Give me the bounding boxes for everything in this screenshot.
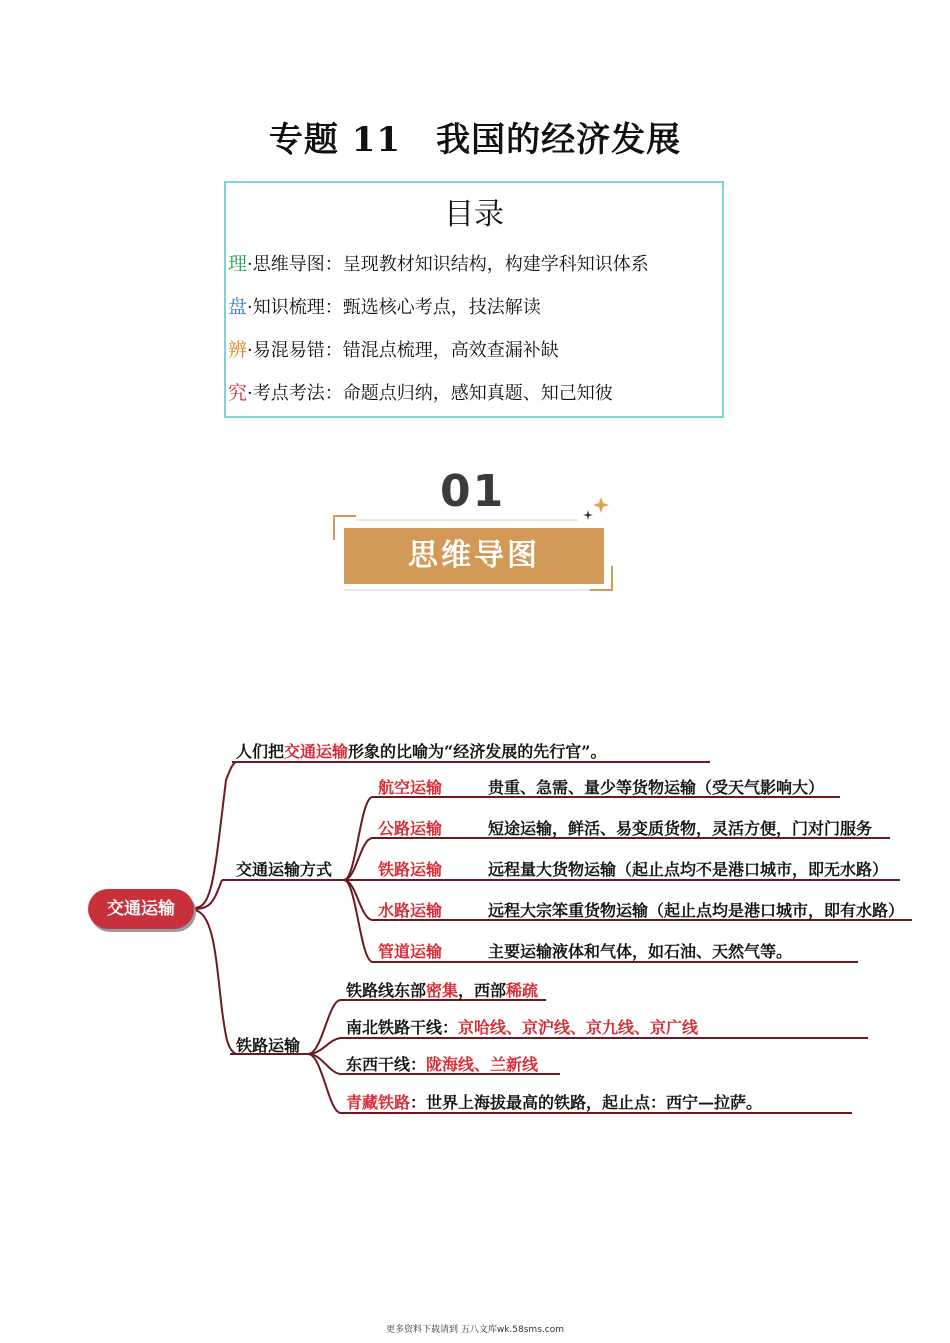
- branch-railway: 铁路运输: [236, 1036, 301, 1055]
- mode-air-desc: 贵重、急需、量少等货物运输（受天气影响大）: [488, 778, 825, 797]
- branch-transport-modes: 交通运输方式: [236, 860, 333, 879]
- toc-key: 理: [228, 253, 248, 275]
- toc-label: ·易混易错：: [247, 340, 343, 361]
- text-highlight: 密集: [426, 981, 459, 1000]
- mode-rail: 铁路运输: [378, 860, 443, 879]
- mindmap-intro: [236, 739, 606, 762]
- intro-highlight: 交通运输: [284, 742, 349, 761]
- text: ：世界上海拔最高的铁路，起止点：西宁—拉萨。: [410, 1093, 763, 1112]
- toc-desc: 呈现教材知识结构，构建学科知识体系: [342, 254, 649, 275]
- intro-post: 形象的比喻为“经济发展的先行官”。: [348, 742, 607, 761]
- mode-water: 水路运输: [378, 901, 443, 920]
- mindmap-root: 交通运输: [88, 889, 194, 929]
- page-title: 专题 11 我国的经济发展: [268, 120, 682, 160]
- toc-heading: 目录: [444, 197, 504, 232]
- footer-note: 更多资料下载请到 五八文库wk.58sms.com: [386, 1325, 564, 1335]
- sparkle-icon: [593, 497, 609, 513]
- toc-key: 究: [228, 382, 248, 404]
- text: 东西干线：: [346, 1055, 427, 1074]
- text: 南北铁路干线：: [346, 1018, 459, 1037]
- mode-water-desc: 远程大宗笨重货物运输（起止点均是港口城市，即有水路）: [488, 901, 905, 920]
- toc-desc: 甄选核心考点，技法解读: [342, 297, 541, 318]
- section-badge: 思维导图: [344, 528, 604, 584]
- text: 铁路线东部: [346, 981, 427, 1000]
- text-highlight: 稀疏: [506, 981, 539, 1000]
- mode-road-desc: 短途运输，鲜活、易变质货物，灵活方便，门对门服务: [488, 819, 873, 838]
- toc-key: 盘: [228, 296, 248, 318]
- toc-desc: 错混点梳理，高效查漏补缺: [342, 340, 559, 361]
- text-highlight: 陇海线、兰新线: [426, 1055, 539, 1074]
- intro-pre: 人们把: [236, 742, 285, 761]
- railway-east-west: [346, 1052, 538, 1075]
- text: ，西部: [458, 981, 507, 1000]
- mode-rail-desc: 远程量大货物运输（起止点均不是港口城市，即无水路）: [488, 860, 889, 879]
- toc-label: ·思维导图：: [247, 254, 343, 275]
- mode-pipeline-desc: 主要运输液体和气体，如石油、天然气等。: [488, 942, 793, 961]
- railway-qinghai-tibet: [346, 1090, 762, 1113]
- railway-north-south: [346, 1015, 698, 1038]
- mode-road: 公路运输: [378, 819, 443, 838]
- toc-label: ·知识梳理：: [247, 297, 343, 318]
- section-number: 01: [440, 466, 506, 517]
- mode-pipeline: 管道运输: [378, 942, 443, 961]
- text-highlight: 青藏铁路: [346, 1093, 411, 1112]
- railway-distribution: [346, 978, 538, 1001]
- toc-label: ·考点考法：: [247, 383, 343, 404]
- toc-key: 辨: [228, 339, 248, 361]
- toc-desc: 命题点归纳，感知真题、知己知彼: [342, 383, 613, 404]
- sparkle-icon: [583, 510, 593, 520]
- text-highlight: 京哈线、京沪线、京九线、京广线: [458, 1018, 699, 1037]
- mode-air: 航空运输: [378, 778, 443, 797]
